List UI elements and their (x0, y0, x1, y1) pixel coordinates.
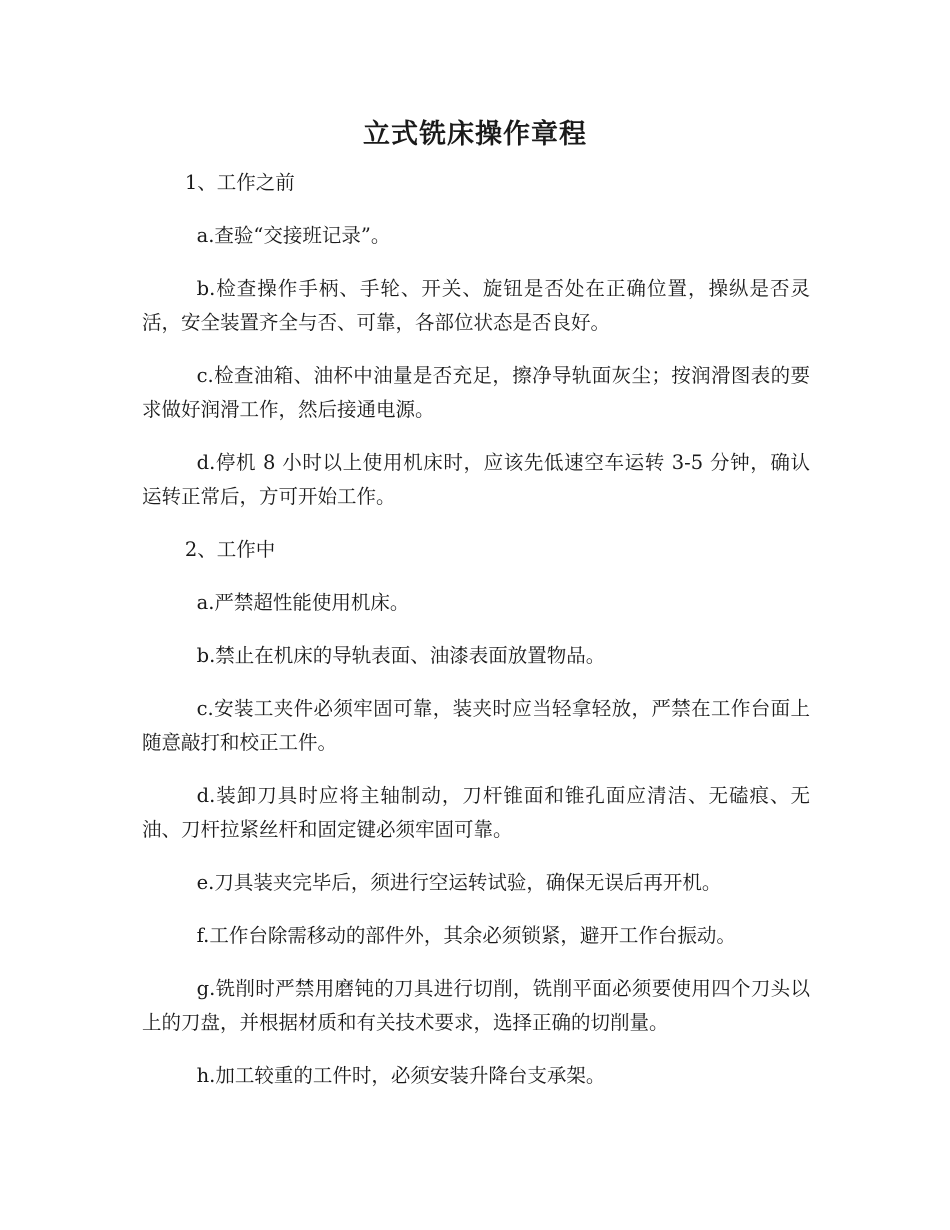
list-item: c.安装工夹件必须牢固可靠，装夹时应当轻拿轻放，严禁在工作台面上随意敲打和校正工件。 (142, 697, 810, 754)
list-item: d.停机 8 小时以上使用机床时，应该先低速空车运转 3-5 分钟，确认运转正常后，方可开始工作。 (142, 451, 810, 508)
section-heading: 2、工作中 (184, 538, 276, 561)
list-item: d.装卸刀具时应将主轴制动，刀杆锥面和锥孔面应清洁、无磕痕、无油、刀杆拉紧丝杆和固定键必须牢固可靠。 (142, 784, 810, 841)
list-item: c.检查油箱、油杯中油量是否充足，擦净导轨面灰尘；按润滑图表的要求做好润滑工作，然后接通电源。 (142, 364, 810, 421)
page-title: 立式铣床操作章程 (363, 119, 587, 150)
section-heading: 1、工作之前 (184, 171, 295, 194)
list-item: a.查验“交接班记录”。 (196, 224, 391, 247)
list-item: b.检查操作手柄、手轮、开关、旋钮是否处在正确位置，操纵是否灵活，安全装置齐全与否、可靠，各部位状态是否良好。 (142, 277, 810, 334)
list-item: e.刀具装夹完毕后，须进行空运转试验，确保无误后再开机。 (196, 871, 722, 894)
list-item: h.加工较重的工件时，必须安装升降台支承架。 (196, 1064, 606, 1087)
list-item: a.严禁超性能使用机床。 (196, 591, 410, 614)
list-item: b.禁止在机床的导轨表面、油漆表面放置物品。 (196, 644, 606, 667)
list-item: g.铣削时严禁用磨钝的刀具进行切削，铣削平面必须要使用四个刀头以上的刀盘，并根据材质和有关技术要求，选择正确的切削量。 (142, 977, 810, 1034)
list-item: f.工作台除需移动的部件外，其余必须锁紧，避开工作台振动。 (196, 924, 736, 947)
document-body (142, 166, 810, 1112)
